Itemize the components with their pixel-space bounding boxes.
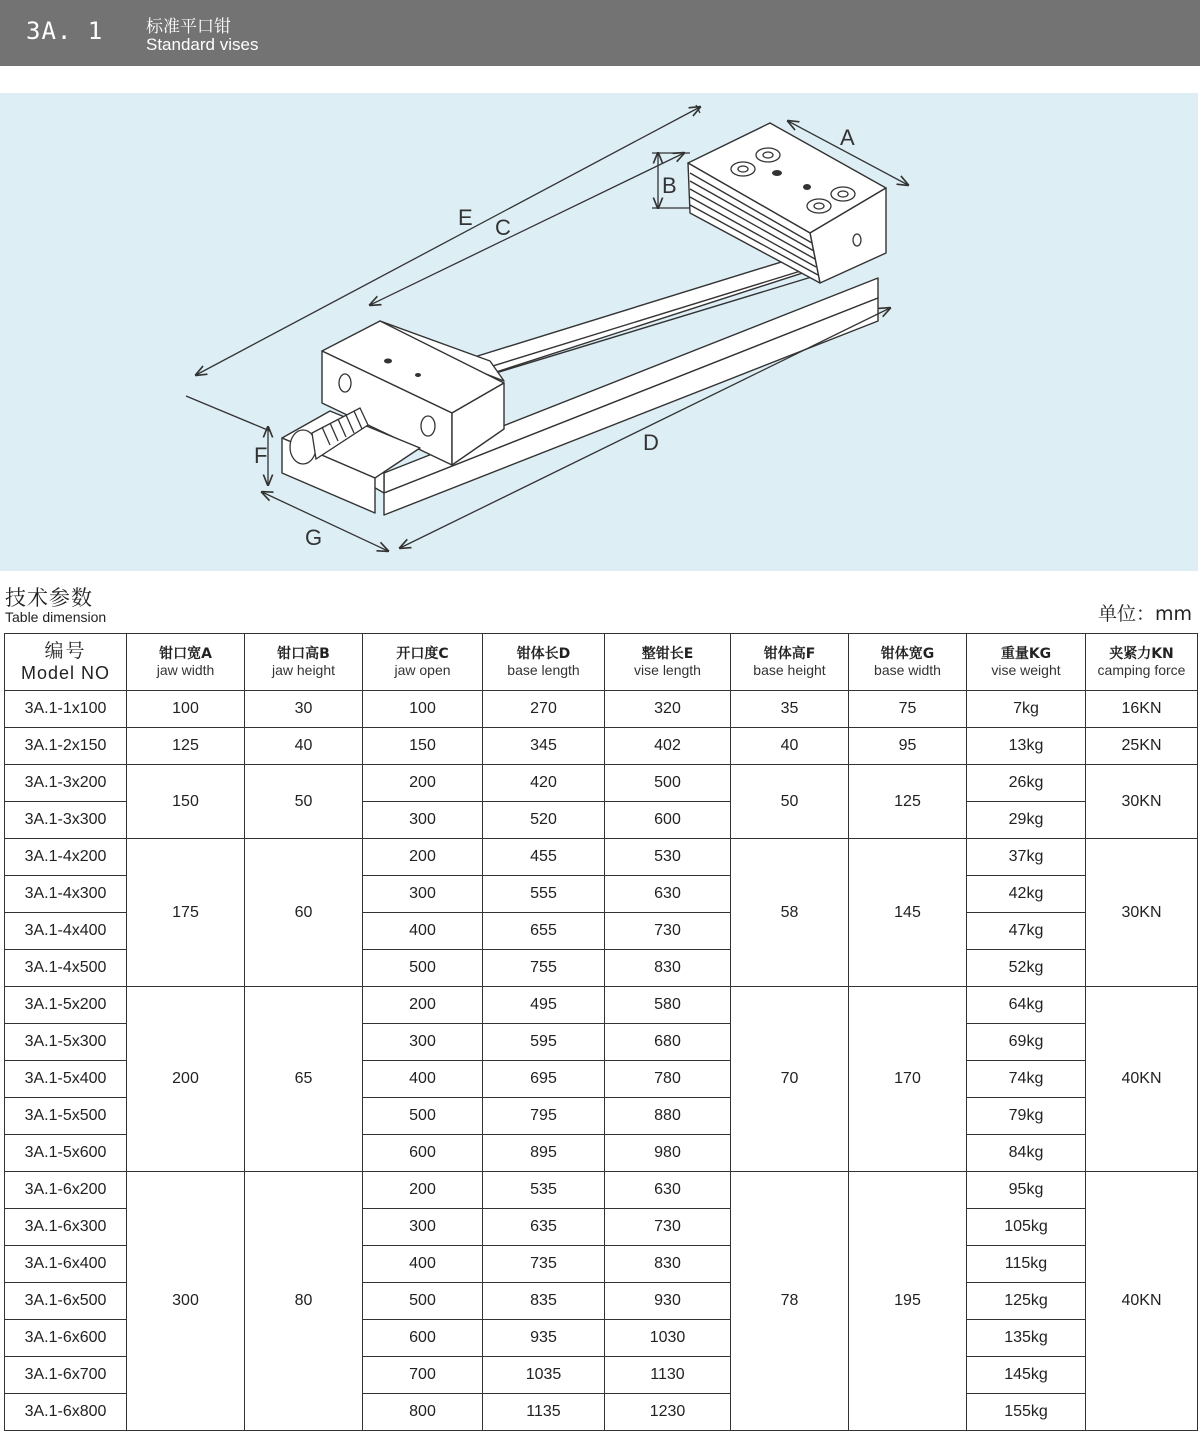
cell-model: 3A.1-3x300 bbox=[5, 802, 127, 839]
cell-jaw-open: 300 bbox=[363, 1209, 483, 1246]
dim-label-c: C bbox=[495, 215, 511, 240]
cell-jaw-open: 400 bbox=[363, 1246, 483, 1283]
cell-model: 3A.1-6x400 bbox=[5, 1246, 127, 1283]
cell-jaw-open: 700 bbox=[363, 1357, 483, 1394]
col-force: 夹紧力KN camping force bbox=[1086, 634, 1198, 691]
cell-force: 30KN bbox=[1086, 839, 1198, 987]
cell-vise-length: 830 bbox=[605, 1246, 731, 1283]
cell-model: 3A.1-5x500 bbox=[5, 1098, 127, 1135]
cell-model: 3A.1-3x200 bbox=[5, 765, 127, 802]
cell-base-height: 50 bbox=[731, 765, 849, 839]
cell-base-length: 835 bbox=[483, 1283, 605, 1320]
cell-weight: 145kg bbox=[967, 1357, 1086, 1394]
cell-vise-length: 630 bbox=[605, 1172, 731, 1209]
cell-base-length: 795 bbox=[483, 1098, 605, 1135]
cell-weight: 47kg bbox=[967, 913, 1086, 950]
cell-weight: 37kg bbox=[967, 839, 1086, 876]
cell-model: 3A.1-4x400 bbox=[5, 913, 127, 950]
cell-jaw-height: 80 bbox=[245, 1172, 363, 1431]
cell-force: 30KN bbox=[1086, 765, 1198, 839]
cell-base-height: 58 bbox=[731, 839, 849, 987]
cell-vise-length: 1030 bbox=[605, 1320, 731, 1357]
cell-base-length: 595 bbox=[483, 1024, 605, 1061]
cell-weight: 7kg bbox=[967, 691, 1086, 728]
table-row bbox=[5, 839, 1198, 876]
cell-weight: 84kg bbox=[967, 1135, 1086, 1172]
cell-weight: 79kg bbox=[967, 1098, 1086, 1135]
cell-vise-length: 980 bbox=[605, 1135, 731, 1172]
cell-base-height: 40 bbox=[731, 728, 849, 765]
cell-jaw-width: 150 bbox=[127, 765, 245, 839]
cell-weight: 52kg bbox=[967, 950, 1086, 987]
cell-jaw-width: 175 bbox=[127, 839, 245, 987]
dim-label-a: A bbox=[840, 125, 855, 150]
cell-jaw-width: 300 bbox=[127, 1172, 245, 1431]
cell-model: 3A.1-6x600 bbox=[5, 1320, 127, 1357]
cell-jaw-open: 200 bbox=[363, 765, 483, 802]
cell-base-length: 455 bbox=[483, 839, 605, 876]
cell-vise-length: 780 bbox=[605, 1061, 731, 1098]
cell-base-length: 755 bbox=[483, 950, 605, 987]
section-title-cn: 技术参数 bbox=[5, 586, 93, 610]
cell-model: 3A.1-4x300 bbox=[5, 876, 127, 913]
cell-vise-length: 320 bbox=[605, 691, 731, 728]
cell-base-width: 170 bbox=[849, 987, 967, 1172]
cell-model: 3A.1-5x400 bbox=[5, 1061, 127, 1098]
cell-model: 3A.1-4x500 bbox=[5, 950, 127, 987]
cell-jaw-open: 200 bbox=[363, 839, 483, 876]
cell-vise-length: 1230 bbox=[605, 1394, 731, 1431]
cell-jaw-height: 30 bbox=[245, 691, 363, 728]
cell-jaw-open: 800 bbox=[363, 1394, 483, 1431]
cell-base-length: 345 bbox=[483, 728, 605, 765]
col-jaw-height: 钳口高B jaw height bbox=[245, 634, 363, 691]
unit-label: 单位：mm bbox=[1097, 603, 1192, 625]
cell-vise-length: 680 bbox=[605, 1024, 731, 1061]
dim-label-b: B bbox=[662, 173, 677, 198]
cell-vise-length: 630 bbox=[605, 876, 731, 913]
page-header bbox=[0, 0, 1200, 66]
cell-vise-length: 880 bbox=[605, 1098, 731, 1135]
cell-weight: 26kg bbox=[967, 765, 1086, 802]
table-row bbox=[5, 1172, 1198, 1209]
cell-vise-length: 580 bbox=[605, 987, 731, 1024]
col-vise-length: 整钳长E vise length bbox=[605, 634, 731, 691]
section-title-en: Table dimension bbox=[5, 609, 107, 625]
vise-drawing bbox=[0, 93, 1198, 571]
cell-jaw-open: 300 bbox=[363, 1024, 483, 1061]
cell-jaw-open: 600 bbox=[363, 1320, 483, 1357]
cell-base-length: 495 bbox=[483, 987, 605, 1024]
table-row bbox=[5, 691, 1198, 728]
table-row bbox=[5, 987, 1198, 1024]
cell-jaw-open: 600 bbox=[363, 1135, 483, 1172]
cell-weight: 125kg bbox=[967, 1283, 1086, 1320]
cell-model: 3A.1-6x800 bbox=[5, 1394, 127, 1431]
cell-jaw-open: 150 bbox=[363, 728, 483, 765]
cell-weight: 95kg bbox=[967, 1172, 1086, 1209]
cell-jaw-height: 65 bbox=[245, 987, 363, 1172]
catalog-code: 3A. 1 bbox=[26, 17, 104, 45]
cell-jaw-open: 200 bbox=[363, 1172, 483, 1209]
cell-weight: 42kg bbox=[967, 876, 1086, 913]
cell-model: 3A.1-6x700 bbox=[5, 1357, 127, 1394]
cell-model: 3A.1-2x150 bbox=[5, 728, 127, 765]
cell-force: 40KN bbox=[1086, 1172, 1198, 1431]
cell-weight: 29kg bbox=[967, 802, 1086, 839]
cell-jaw-width: 125 bbox=[127, 728, 245, 765]
cell-force: 40KN bbox=[1086, 987, 1198, 1172]
cell-base-length: 535 bbox=[483, 1172, 605, 1209]
cell-jaw-open: 300 bbox=[363, 876, 483, 913]
cell-jaw-open: 400 bbox=[363, 913, 483, 950]
cell-force: 16KN bbox=[1086, 691, 1198, 728]
col-jaw-open: 开口度C jaw open bbox=[363, 634, 483, 691]
cell-model: 3A.1-6x200 bbox=[5, 1172, 127, 1209]
cell-base-length: 1035 bbox=[483, 1357, 605, 1394]
col-base-height: 钳体高F base height bbox=[731, 634, 849, 691]
cell-base-length: 935 bbox=[483, 1320, 605, 1357]
cell-vise-length: 600 bbox=[605, 802, 731, 839]
product-title-en: Standard vises bbox=[146, 35, 259, 54]
cell-weight: 105kg bbox=[967, 1209, 1086, 1246]
cell-jaw-open: 200 bbox=[363, 987, 483, 1024]
col-base-width: 钳体宽G base width bbox=[849, 634, 967, 691]
cell-jaw-open: 100 bbox=[363, 691, 483, 728]
cell-model: 3A.1-6x300 bbox=[5, 1209, 127, 1246]
cell-weight: 155kg bbox=[967, 1394, 1086, 1431]
cell-jaw-open: 500 bbox=[363, 950, 483, 987]
cell-base-width: 125 bbox=[849, 765, 967, 839]
cell-base-length: 735 bbox=[483, 1246, 605, 1283]
cell-jaw-open: 400 bbox=[363, 1061, 483, 1098]
cell-base-width: 95 bbox=[849, 728, 967, 765]
cell-vise-length: 930 bbox=[605, 1283, 731, 1320]
cell-base-length: 895 bbox=[483, 1135, 605, 1172]
cell-base-length: 555 bbox=[483, 876, 605, 913]
cell-base-width: 195 bbox=[849, 1172, 967, 1431]
cell-base-width: 145 bbox=[849, 839, 967, 987]
cell-model: 3A.1-5x600 bbox=[5, 1135, 127, 1172]
dim-label-g: G bbox=[305, 525, 323, 550]
dim-label-d: D bbox=[643, 430, 659, 455]
cell-jaw-height: 50 bbox=[245, 765, 363, 839]
cell-weight: 64kg bbox=[967, 987, 1086, 1024]
cell-base-height: 70 bbox=[731, 987, 849, 1172]
cell-jaw-width: 100 bbox=[127, 691, 245, 728]
cell-jaw-height: 40 bbox=[245, 728, 363, 765]
col-weight: 重量KG vise weight bbox=[967, 634, 1086, 691]
cell-base-length: 270 bbox=[483, 691, 605, 728]
cell-base-length: 520 bbox=[483, 802, 605, 839]
cell-vise-length: 730 bbox=[605, 913, 731, 950]
col-base-length: 钳体长D base length bbox=[483, 634, 605, 691]
dim-label-f: F bbox=[254, 443, 268, 468]
dim-label-e: E bbox=[458, 205, 473, 230]
cell-vise-length: 1130 bbox=[605, 1357, 731, 1394]
vise-diagram bbox=[0, 93, 1198, 571]
cell-vise-length: 830 bbox=[605, 950, 731, 987]
col-model: 编号 Model NO bbox=[5, 634, 127, 691]
cell-base-length: 420 bbox=[483, 765, 605, 802]
cell-base-length: 635 bbox=[483, 1209, 605, 1246]
cell-vise-length: 500 bbox=[605, 765, 731, 802]
cell-weight: 115kg bbox=[967, 1246, 1086, 1283]
cell-base-height: 35 bbox=[731, 691, 849, 728]
cell-weight: 135kg bbox=[967, 1320, 1086, 1357]
cell-jaw-open: 300 bbox=[363, 802, 483, 839]
table-header-row bbox=[5, 634, 1198, 691]
cell-base-length: 695 bbox=[483, 1061, 605, 1098]
cell-jaw-width: 200 bbox=[127, 987, 245, 1172]
table-row bbox=[5, 728, 1198, 765]
cell-jaw-open: 500 bbox=[363, 1283, 483, 1320]
cell-force: 25KN bbox=[1086, 728, 1198, 765]
cell-base-height: 78 bbox=[731, 1172, 849, 1431]
cell-model: 3A.1-1x100 bbox=[5, 691, 127, 728]
cell-model: 3A.1-4x200 bbox=[5, 839, 127, 876]
cell-model: 3A.1-5x300 bbox=[5, 1024, 127, 1061]
cell-jaw-height: 60 bbox=[245, 839, 363, 987]
table-row bbox=[5, 765, 1198, 802]
cell-weight: 74kg bbox=[967, 1061, 1086, 1098]
cell-model: 3A.1-6x500 bbox=[5, 1283, 127, 1320]
cell-weight: 13kg bbox=[967, 728, 1086, 765]
cell-base-length: 1135 bbox=[483, 1394, 605, 1431]
cell-weight: 69kg bbox=[967, 1024, 1086, 1061]
cell-vise-length: 730 bbox=[605, 1209, 731, 1246]
spec-table bbox=[4, 633, 1198, 1431]
cell-model: 3A.1-5x200 bbox=[5, 987, 127, 1024]
cell-base-length: 655 bbox=[483, 913, 605, 950]
cell-vise-length: 402 bbox=[605, 728, 731, 765]
col-jaw-width: 钳口宽A jaw width bbox=[127, 634, 245, 691]
product-title-cn: 标准平口钳 bbox=[146, 17, 231, 37]
cell-jaw-open: 500 bbox=[363, 1098, 483, 1135]
cell-vise-length: 530 bbox=[605, 839, 731, 876]
cell-base-width: 75 bbox=[849, 691, 967, 728]
